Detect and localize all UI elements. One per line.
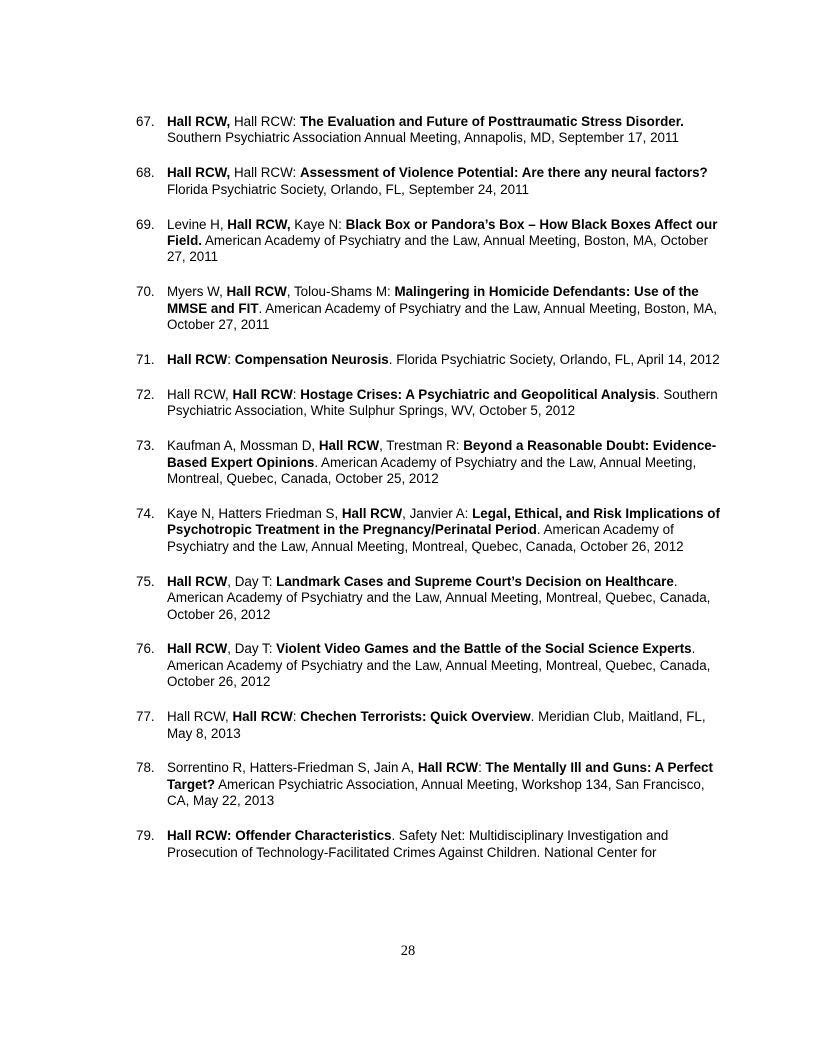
citation-segment: , Janvier A: [402, 506, 473, 521]
entry-number: 69. [136, 216, 155, 232]
citation-bold-segment: Compensation Neurosis [234, 352, 389, 368]
citation-segment: American Academy of Psychiatry and the Law, Annual Meeting, Boston, MA, October 27, 2011 [167, 233, 709, 265]
list-item [136, 828, 720, 861]
list-item [136, 574, 720, 623]
citation-segment: Hall RCW, [167, 386, 233, 402]
citation-bold-segment: Hall RCW [417, 760, 479, 776]
entry-citation [167, 114, 684, 145]
entry-citation [167, 165, 708, 196]
entry-citation [167, 284, 717, 332]
entry-citation [167, 828, 668, 859]
citation-bold-segment: Hall RCW, [167, 114, 231, 129]
citation-segment: Southern Psychiatric Association Annual Meeting, Annapolis, MD, September 17, 2011 [167, 130, 679, 146]
citation-bold-segment: Landmark Cases and Supreme Court’s Decision on Healthcare [276, 573, 674, 589]
citation-segment: . Safety Net: Multidisciplinary Investigation and Prosecution of Technology-Facilitated Crimes Against Children. National Center for [167, 828, 669, 860]
citation-segment: , Day T: [227, 573, 277, 589]
citation-segment: : [292, 386, 301, 402]
entry-citation [167, 760, 713, 808]
citation-bold-segment: Hostage Crises: A Psychiatric and Geopolitical Analysis [300, 386, 656, 402]
citation-segment: . American Academy of Psychiatry and the Law, Annual Meeting, Montreal, Quebec, Canada, October 26, 2012 [167, 573, 711, 622]
citation-bold-segment: Hall RCW [226, 284, 287, 300]
citation-segment: Levine H, [167, 216, 228, 232]
citation-bold-segment: Hall RCW, [227, 216, 291, 232]
citation-segment: . Meridian Club, Maitland, FL, May 8, 2013 [167, 709, 706, 741]
entry-citation [167, 709, 706, 740]
citation-bold-segment: Hall RCW [232, 709, 293, 725]
citation-segment: Kaye N, Hatters Friedman S, [167, 506, 342, 521]
list-item [136, 387, 720, 420]
entry-number: 78. [136, 760, 155, 776]
entry-number: 72. [136, 386, 155, 402]
citation-bold-segment: Legal, Ethical, and Risk Implications of Psychotropic Treatment in the Pregnancy/Perinatal Period [167, 506, 720, 538]
list-item [136, 760, 720, 809]
citation-segment: . American Academy of Psychiatry and the Law, Annual Meeting, Montreal, Quebec, Canada, October 26, 2012 [167, 641, 711, 690]
citation-segment: , Tolou-Shams M: [286, 284, 395, 300]
citation-bold-segment: Hall RCW [167, 641, 228, 657]
entry-citation [167, 352, 720, 367]
entry-citation [167, 574, 710, 622]
citation-segment: Hall RCW, [167, 709, 233, 725]
citation-bold-segment: Beyond a Reasonable Doubt: Evidence-Based Expert Opinions [167, 438, 717, 470]
citation-segment: : [292, 709, 301, 725]
entry-citation [167, 387, 718, 418]
entry-citation [167, 506, 720, 554]
citation-segment: Myers W, [167, 284, 227, 300]
page-number: 28 [400, 943, 416, 959]
list-item [136, 506, 720, 555]
citation-bold-segment: Hall RCW [167, 573, 228, 589]
list-item [136, 709, 720, 742]
entry-citation [167, 438, 716, 486]
entry-number: 71. [136, 352, 155, 368]
citation-segment: : [478, 760, 486, 776]
entry-number: 70. [136, 284, 155, 300]
citation-bold-segment: Hall RCW [341, 506, 403, 521]
citation-bold-segment: Chechen Terrorists: Quick Overview [300, 709, 531, 725]
entry-number: 75. [136, 573, 155, 589]
citation-bold-segment: Assessment of Violence Potential: Are there any neural factors? [299, 165, 708, 181]
entry-citation [167, 217, 717, 265]
entry-number: 79. [136, 828, 155, 844]
citation-bold-segment: Black Box or Pandora’s Box – How Black Boxes Affect our Field. [167, 216, 718, 249]
citation-segment: . American Academy of Psychiatry and the Law, Annual Meeting, Montreal, Quebec, Canada, October 26, 2012 [167, 522, 684, 554]
citation-segment: , Day T: [227, 641, 277, 657]
entry-number: 73. [136, 438, 155, 454]
citation-segment: Hall RCW: [230, 165, 300, 181]
citation-segment: . American Academy of Psychiatry and the Law, Annual Meeting, Montreal, Quebec, Canada, October 25, 2012 [167, 454, 697, 487]
citation-segment: Hall RCW: [230, 114, 300, 129]
citation-bold-segment: The Evaluation and Future of Posttraumatic Stress Disorder. [299, 114, 684, 129]
list-item [136, 114, 720, 147]
list-item [136, 641, 720, 690]
citation-bold-segment: Malingering in Homicide Defendants: Use of the MMSE and FIT [167, 284, 699, 316]
citation-segment: . Southern Psychiatric Association, White Sulphur Springs, WV, October 5, 2012 [167, 386, 718, 419]
entry-number: 77. [136, 709, 155, 725]
presentation-list [136, 114, 720, 880]
citation-segment: Kaufman A, Mossman D, [167, 438, 319, 454]
citation-segment: . Florida Psychiatric Society, Orlando, FL, April 14, 2012 [388, 352, 720, 368]
citation-bold-segment: Hall RCW, [167, 165, 231, 181]
citation-bold-segment: The Mentally Ill and Guns: A Perfect Target? [167, 760, 713, 792]
citation-segment: American Psychiatric Association, Annual Meeting, Workshop 134, San Francisco, CA, May 22, 2013 [167, 776, 705, 809]
citation-segment: . American Academy of Psychiatry and the Law, Annual Meeting, Boston, MA, October 27, 2011 [167, 300, 718, 333]
citation-bold-segment: Hall RCW [318, 438, 380, 454]
citation-bold-segment: Hall RCW [232, 386, 293, 402]
list-item [136, 352, 720, 368]
citation-bold-segment: Violent Video Games and the Battle of the Social Science Experts [276, 641, 692, 657]
citation-segment: Sorrentino R, Hatters-Friedman S, Jain A, [167, 760, 418, 776]
list-item [136, 217, 720, 266]
citation-segment: Florida Psychiatric Society, Orlando, FL, September 24, 2011 [167, 181, 529, 197]
entry-citation [167, 641, 710, 689]
entry-number: 67. [136, 114, 155, 129]
citation-bold-segment: Hall RCW [167, 352, 228, 368]
citation-bold-segment: Hall RCW: Offender Characteristics [167, 828, 392, 844]
list-item [136, 438, 720, 487]
entry-number: 76. [136, 641, 155, 657]
list-item [136, 284, 720, 333]
citation-segment: : [227, 352, 235, 368]
list-item [136, 165, 720, 198]
entry-number: 74. [136, 506, 155, 521]
citation-segment: , Trestman R: [379, 438, 464, 454]
entry-number: 68. [136, 165, 155, 181]
citation-segment: Kaye N: [290, 216, 346, 232]
